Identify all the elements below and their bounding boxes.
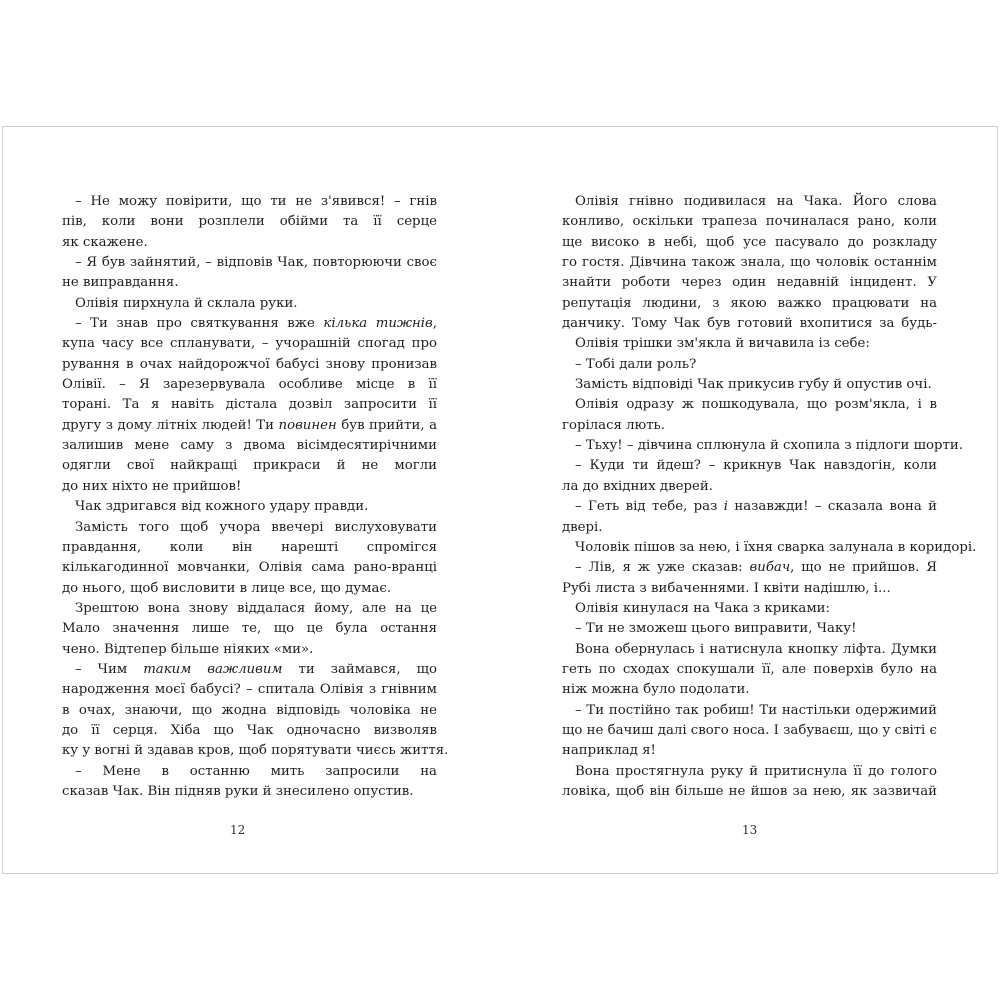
text-segment: репутація людини, з якою важко працювати на xyxy=(562,295,937,311)
text-segment: – Мене в останню мить запросили на xyxy=(75,763,437,779)
text-segment: ку у вогні й здавав кров, щоб порятувати чиєсь життя. xyxy=(62,743,449,759)
text-line xyxy=(62,741,449,761)
text-segment: назавжди! – сказала вона й xyxy=(734,499,937,515)
text-line xyxy=(562,477,937,497)
text-line xyxy=(62,701,437,721)
text-segment: правдання, коли він нарешті спромігся xyxy=(62,539,437,555)
text-segment: двері. xyxy=(562,519,603,535)
text-line xyxy=(62,721,437,741)
text-segment: залишив мене саму з двома вісімдесятирічними xyxy=(62,438,437,454)
text-segment: горілася лють. xyxy=(562,417,666,433)
text-line xyxy=(62,518,437,538)
text-segment: Замість відповіді Чак прикусив губу й опустив очі. xyxy=(575,377,932,393)
text-segment: Мало значення лише те, що це була остання xyxy=(62,621,437,637)
text-segment: – Тьху! – дівчина сплюнула й схопила з підлоги шорти. xyxy=(575,438,963,454)
text-segment: знайти роботи через один недавній інцидент. У xyxy=(562,275,937,291)
italic-text: повинен xyxy=(278,417,337,433)
text-segment: – Тобі дали роль? xyxy=(575,356,697,372)
text-line xyxy=(562,456,937,476)
text-line xyxy=(562,721,937,741)
text-segment: Рубі листа з вибаченнями. І квіти надішлю, і... xyxy=(562,580,891,596)
text-line xyxy=(562,579,937,599)
text-segment: – Ти постійно так робиш! Ти настільки одержимий xyxy=(575,702,937,718)
text-line xyxy=(562,253,937,273)
text-line xyxy=(562,599,937,619)
text-line xyxy=(562,619,937,639)
text-segment: , що не прийшов. Я xyxy=(790,560,937,576)
text-line xyxy=(562,355,937,375)
text-line xyxy=(62,558,437,578)
text-line xyxy=(62,660,437,680)
text-segment: до них ніхто не прийшов! xyxy=(62,478,242,494)
text-segment: народження моєї бабусі? – спитала Олівія з гнівним xyxy=(62,682,437,698)
text-line xyxy=(562,518,937,538)
text-segment: Зрештою вона знову віддалася йому, але на це xyxy=(75,600,437,616)
italic-text: і xyxy=(723,499,729,515)
text-segment: – Я був зайнятий, – відповів Чак, повторюючи своє xyxy=(75,255,437,271)
text-segment: до її серця. Хіба що Чак одночасно визволяв xyxy=(62,722,437,738)
text-segment: що не бачиш далі свого носа. І забуваєш, що у світі є xyxy=(562,722,937,738)
text-line xyxy=(62,233,437,253)
text-segment: одягли свої найкращі прикраси й не могли xyxy=(62,458,437,474)
text-segment: конливо, оскільки трапеза починалася рано, коли xyxy=(562,214,937,230)
text-segment: рування в очах найдорожчої бабусі знову пронизав xyxy=(62,356,437,372)
text-segment: купа часу все спланувати, – учорашній спогад про xyxy=(62,336,437,352)
text-line xyxy=(562,192,937,212)
text-segment: – Ти не зможеш цього виправити, Чаку! xyxy=(575,621,857,637)
right-page-text xyxy=(562,192,977,802)
text-line xyxy=(562,233,937,253)
text-line xyxy=(62,640,437,660)
italic-text: таким важливим xyxy=(143,661,283,677)
text-line xyxy=(562,660,937,680)
text-line xyxy=(62,334,437,354)
text-line xyxy=(62,782,437,802)
text-line xyxy=(62,619,437,639)
text-line xyxy=(562,212,937,232)
text-line xyxy=(562,314,937,334)
text-line xyxy=(62,294,437,314)
text-line xyxy=(562,375,937,395)
text-line xyxy=(62,355,437,375)
text-segment: ніж можна було подолати. xyxy=(562,682,750,698)
text-segment: торані. Та я навіть дістала дозвіл запросити її xyxy=(62,397,437,413)
text-line xyxy=(62,762,437,782)
text-segment: , xyxy=(432,316,437,332)
text-line xyxy=(62,436,437,456)
text-line xyxy=(62,680,437,700)
text-segment: чено. Відтепер більше ніяких «ми». xyxy=(62,641,314,657)
text-segment: до нього, щоб висловити в лице все, що думає. xyxy=(62,580,392,596)
text-line xyxy=(62,395,437,415)
text-segment: Чоловік пішов за нею, і їхня сварка залунала в коридорі. xyxy=(575,539,977,555)
text-segment: ла до вхідних дверей. xyxy=(562,478,713,494)
text-segment: Вона простягнула руку й притиснула її до голого xyxy=(575,763,937,779)
text-segment: Вона обернулась і натиснула кнопку ліфта. Думки xyxy=(575,641,937,657)
text-segment: наприклад я! xyxy=(562,743,656,759)
text-segment: Олівія кинулася на Чака з криками: xyxy=(575,600,831,616)
text-line xyxy=(62,314,437,334)
text-line xyxy=(562,416,937,436)
text-segment: Замість того щоб учора ввечері вислуховувати xyxy=(75,519,437,535)
text-segment: другу з дому літніх людей! Ти xyxy=(62,417,279,433)
text-segment: – Не можу повірити, що ти не з'явився! – гнів xyxy=(75,194,437,209)
text-line xyxy=(562,762,937,782)
text-segment: Олівія одразу ж пошкодувала, що розм'якла, і в xyxy=(575,397,937,413)
text-line xyxy=(562,741,937,761)
text-line xyxy=(562,640,937,660)
text-line xyxy=(562,701,937,721)
text-line xyxy=(62,375,437,395)
text-segment: – Лів, я ж уже сказав: xyxy=(575,560,750,576)
text-segment: – Ти знав про святкування вже xyxy=(75,316,324,332)
text-line xyxy=(62,456,437,476)
italic-text: кілька тижнів xyxy=(323,316,433,332)
text-line xyxy=(562,395,937,415)
text-segment: кількагодинної мовчанки, Олівія сама рано-вранці xyxy=(62,560,437,576)
text-line xyxy=(62,579,437,599)
text-segment: Олівія пирхнула й склала руки. xyxy=(75,295,298,311)
text-line xyxy=(62,599,437,619)
text-segment: ловіка, щоб він більше не йшов за нею, як зазвичай xyxy=(562,783,937,799)
text-line xyxy=(62,477,437,497)
text-line xyxy=(562,497,937,517)
text-segment: ти займався, що xyxy=(298,661,437,677)
text-line xyxy=(62,538,437,558)
text-segment: – Геть від тебе, раз xyxy=(575,499,724,515)
text-line xyxy=(62,416,437,436)
italic-text: вибач xyxy=(749,560,791,576)
text-segment: геть по сходах спокушали її, але поверхів було на xyxy=(562,661,937,677)
text-segment: Олівія трішки зм'якла й вичавила із себе: xyxy=(575,336,870,352)
text-segment: ще високо в небі, щоб усе пасувало до розкладу xyxy=(562,234,937,250)
text-segment: сказав Чак. Він підняв руки й знесилено опустив. xyxy=(62,783,414,799)
text-segment: Чак здригався від кожного удару правди. xyxy=(75,499,369,515)
text-segment: Олівія гнівно подивилася на Чака. Його слова xyxy=(575,194,937,209)
page-number-left: 12 xyxy=(230,823,246,837)
text-segment: данчику. Тому Чак був готовий вхопитися за будь- xyxy=(562,316,937,332)
text-line xyxy=(562,273,937,293)
text-line xyxy=(62,192,437,212)
text-line xyxy=(562,294,937,314)
left-page-text xyxy=(62,192,449,802)
text-line xyxy=(562,538,977,558)
page-number-right: 13 xyxy=(742,823,758,837)
text-line xyxy=(562,680,937,700)
text-line xyxy=(562,436,963,456)
text-line xyxy=(62,212,437,232)
text-segment: як скажене. xyxy=(62,234,148,250)
text-line xyxy=(62,273,437,293)
text-line xyxy=(62,497,437,517)
text-segment: го гостя. Дівчина також знала, що чоловік останнім xyxy=(562,255,937,271)
text-segment: – Куди ти йдеш? – крикнув Чак навздогін, коли xyxy=(575,458,937,474)
text-segment: не виправдання. xyxy=(62,275,179,291)
text-segment: Олівії. – Я зарезервувала особливе місце в її xyxy=(62,377,437,393)
text-line xyxy=(62,253,437,273)
text-line xyxy=(562,558,937,578)
text-segment: пів, коли вони розплели обійми та її серце xyxy=(62,214,437,230)
text-line xyxy=(562,782,937,802)
text-segment: в очах, знаючи, що жодна відповідь чоловіка не xyxy=(62,702,437,718)
text-line xyxy=(562,334,937,354)
text-segment: був прийти, а xyxy=(341,417,437,433)
text-segment: – Чим xyxy=(75,661,144,677)
